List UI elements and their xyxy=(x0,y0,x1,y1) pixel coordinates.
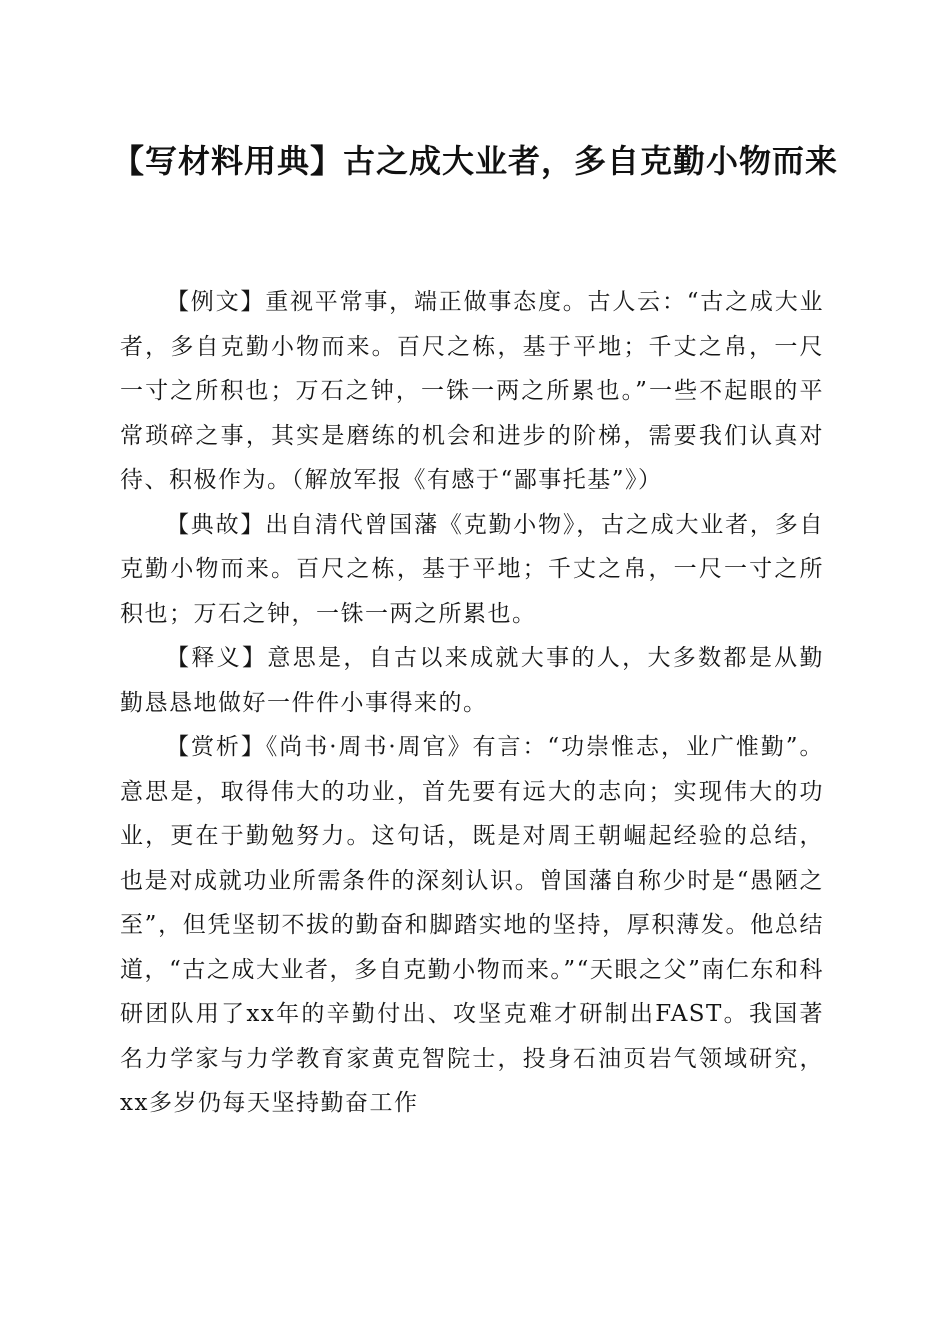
paragraph-meaning: 【释义】意思是，自古以来成就大事的人，大多数都是从勤勤恳恳地做好一件件小事得来的。 xyxy=(120,645,824,716)
document-title: 【写材料用典】古之成大业者，多自克勤小物而来 xyxy=(111,142,838,180)
paragraph-analysis: 【赏析】《尚书·周书·周官》有言：“功崇惟志，业广惟勤”。意思是，取得伟大的功业，首先要有远大的志向；实现伟大的功业，更在于勤勉努力。这句话，既是对周王朝崛起经验的总结，也是对成就功业所需条件的深刻认识。曾国藩自称少时是“愚陋之至”，但凭坚韧不拔的勤奋和脚踏实地的坚持，厚积薄发。他总结道，“古之成大业者，多自克勤小物而来。”“天眼之父”南仁东和科研团队用了xx年的辛勤付出、攻坚克难才研制出FAST。我国著名力学家与力学教育家黄克智院士，投身石油页岩气领域研究，xx多岁仍每天坚持勤奋工作 xyxy=(120,734,824,1116)
paragraph-example: 【例文】重视平常事，端正做事态度。古人云：“古之成大业者，多自克勤小物而来。百尺之栋，基于平地；千丈之帛，一尺一寸之所积也；万石之钟，一铢一两之所累也。”一些不起眼的平常琐碎之事，其实是磨练的机会和进步的阶梯，需要我们认真对待、积极作为。（解放军报《有感于“鄙事托基”》） xyxy=(120,289,824,493)
document-body xyxy=(120,280,824,1126)
paragraph-allusion: 【典故】出自清代曾国藩《克勤小物》，古之成大业者，多自克勤小物而来。百尺之栋，基于平地；千丈之帛，一尺一寸之所积也；万石之钟，一铢一两之所累也。 xyxy=(120,511,824,627)
